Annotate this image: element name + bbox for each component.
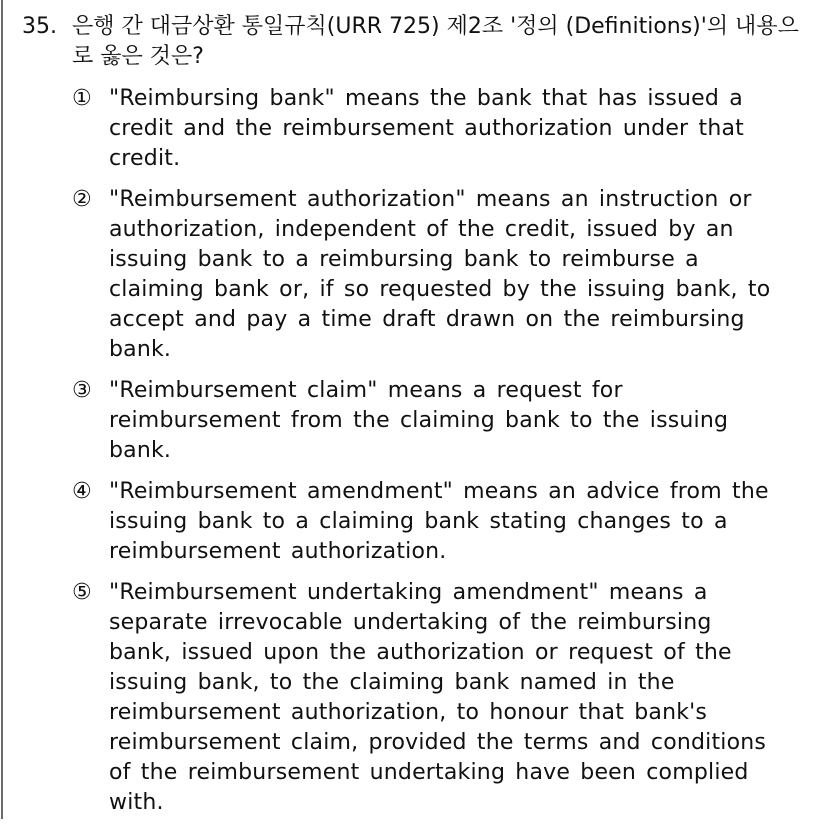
answer-options xyxy=(72,84,782,829)
option-text-1: "Reimbursing bank" means the bank that has issued a credit and the reimbursement authorization under that credit. xyxy=(109,86,744,171)
option-text-4: "Reimbursement amendment" means an advice from the issuing bank to a claiming bank stating changes to a reimbursement authorization. xyxy=(109,479,769,564)
option-number-2: ② xyxy=(72,187,92,212)
question-text: 은행 간 대금상환 통일규칙(URR 725) 제2조 '정의 (Definitions)'의 내용으로 옳은 것은? xyxy=(72,14,799,69)
left-border xyxy=(1,0,3,819)
question xyxy=(22,12,802,72)
option-text-2: "Reimbursement authorization" means an instruction or authorization, independent of the credit, issued by an issuing bank to a reimbursing bank to reimburse a claiming bank or, if so requested by the issuing bank, to accept and pay a time draft drawn on the reimbursing bank. xyxy=(109,187,771,362)
option-text-3: "Reimbursement claim" means a request for reimbursement from the claiming bank to the issuing bank. xyxy=(109,378,729,463)
option-1[interactable] xyxy=(72,84,782,174)
option-3[interactable] xyxy=(72,376,782,466)
option-4[interactable] xyxy=(72,477,782,567)
option-number-4: ④ xyxy=(72,479,92,504)
option-number-3: ③ xyxy=(72,378,92,403)
option-2[interactable] xyxy=(72,185,782,365)
option-text-5: "Reimbursement undertaking amendment" means a separate irrevocable undertaking of the reimbursing bank, issued upon the authorization or request of the issuing bank, to the claiming bank named in the reimbursement authorization, to honour that bank's reimbursement claim, provided the terms and conditions of the reimbursement undertaking have been complied with. xyxy=(109,580,767,815)
option-number-5: ⑤ xyxy=(72,580,92,605)
option-number-1: ① xyxy=(72,86,92,111)
question-number: 35. xyxy=(22,14,57,39)
option-5[interactable] xyxy=(72,578,782,818)
